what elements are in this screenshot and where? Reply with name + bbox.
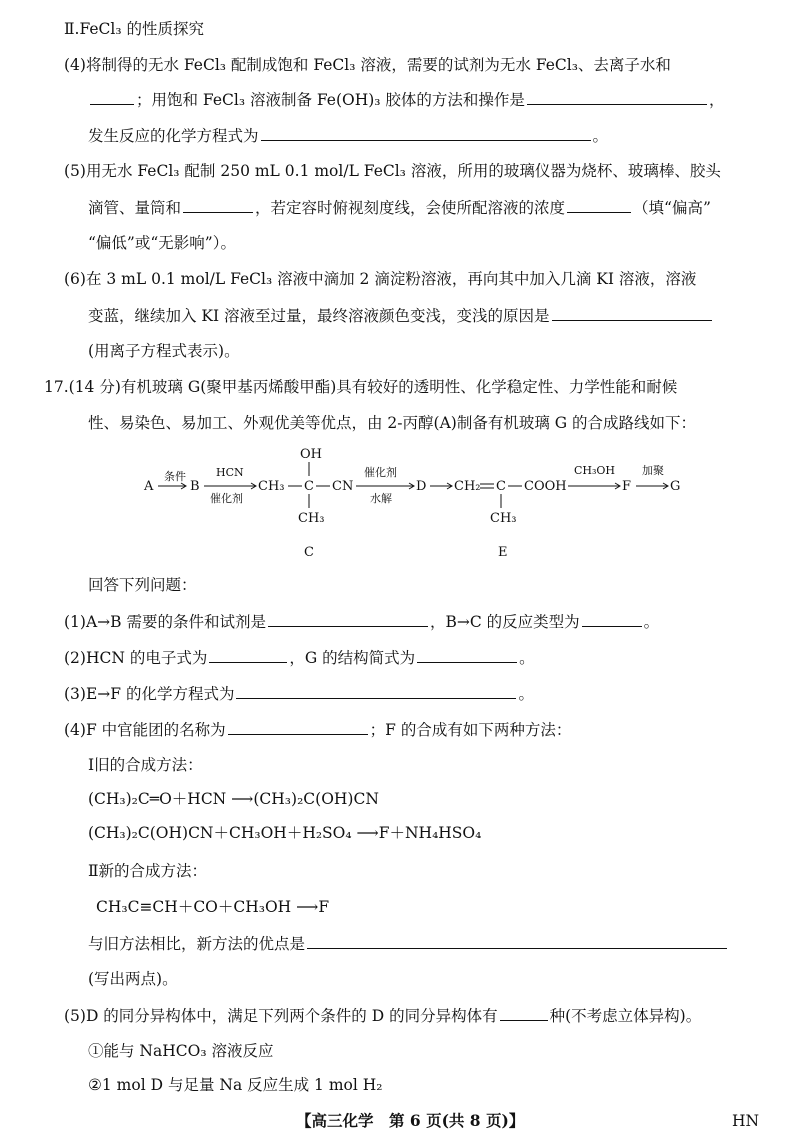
answer-blank[interactable] [307, 932, 727, 949]
equation-2: (CH₃)₂C(OH)CN＋CH₃OH＋H₂SO₄ ⟶F＋NH₄HSO₄ [88, 824, 482, 842]
p2: (2)HCN 的电子式为 ，G 的结构简式为 。 [64, 646, 535, 669]
synthesis-route [140, 440, 700, 565]
c-ch3-bottom: CH₃ [298, 511, 325, 526]
answer-blank[interactable] [209, 646, 287, 663]
q17-line-1: 17.(14 分)有机玻璃 G(聚甲基丙烯酸甲酯)具有较好的透明性、化学稳定性、力学性能和耐候 [44, 378, 678, 396]
q17-line-2: 性、易染色、易加工、外观优美等优点，由 2-丙醇(A)制备有机玻璃 G 的合成路线如下： [88, 414, 697, 432]
answer-blank[interactable] [500, 1004, 548, 1021]
answer-heading: 回答下列问题： [88, 576, 197, 594]
answer-blank[interactable] [261, 124, 591, 141]
catalyst-label: 催化剂 [210, 492, 243, 505]
q4-line-3: 发生反应的化学方程式为 。 [88, 124, 608, 147]
compound-b: B [190, 479, 200, 494]
answer-blank[interactable] [582, 610, 642, 627]
e-ch2: CH₂ [454, 479, 481, 494]
label-c: C [304, 545, 314, 560]
e-ch3: CH₃ [490, 511, 517, 526]
q6-line-3: (用离子方程式表示)。 [88, 342, 240, 360]
hcn-label: HCN [216, 466, 244, 479]
hydrolysis-label: 水解 [370, 492, 392, 505]
q4-line-2: ；用饱和 FeCl₃ 溶液制备 Fe(OH)₃ 胶体的方法和操作是 ， [88, 88, 724, 111]
q6-line-2: 变蓝，继续加入 KI 溶液至过量，最终溶液颜色变浅，变浅的原因是 [88, 304, 714, 327]
condition-2: ②1 mol D 与足量 Na 反应生成 1 mol H₂ [88, 1076, 383, 1094]
answer-blank[interactable] [567, 196, 631, 213]
old-method-heading: Ⅰ旧的合成方法： [88, 756, 203, 774]
compound-d: D [416, 479, 427, 494]
answer-blank[interactable] [552, 304, 712, 321]
c-oh: OH [300, 447, 322, 462]
methanol-label: CH₃OH [574, 464, 616, 477]
p5: (5)D 的同分异构体中，满足下列两个条件的 D 的同分异构体有 种(不考虑立体异构)。 [64, 1004, 701, 1027]
compound-a: A [144, 479, 154, 494]
section-heading: Ⅱ.FeCl₃ 的性质探究 [64, 20, 204, 38]
new-method-heading: Ⅱ新的合成方法： [88, 862, 208, 880]
answer-blank[interactable] [527, 88, 707, 105]
answer-blank[interactable] [417, 646, 517, 663]
c-carbon: C [304, 479, 314, 494]
e-cooh: COOH [524, 479, 567, 494]
p3: (3)E→F 的化学方程式为 。 [64, 682, 534, 705]
c-ch3: CH₃ [258, 479, 285, 494]
e-carbon: C [496, 479, 506, 494]
q4-line-1: (4)将制得的无水 FeCl₃ 配制成饱和 FeCl₃ 溶液，需要的试剂为无水 FeCl₃、去离子水和 [64, 56, 671, 74]
answer-blank[interactable] [183, 196, 253, 213]
answer-blank[interactable] [268, 610, 428, 627]
compound-g: G [670, 479, 681, 494]
q6-line-1: (6)在 3 mL 0.1 mol/L FeCl₃ 溶液中滴加 2 滴淀粉溶液，再向其中加入几滴 KI 溶液，溶液 [64, 270, 697, 288]
two-points: (写出两点)。 [88, 970, 178, 988]
p1: (1)A→B 需要的条件和试剂是 ，B→C 的反应类型为 。 [64, 610, 659, 633]
label-e: E [498, 545, 508, 560]
compare-line: 与旧方法相比，新方法的优点是 [88, 932, 729, 955]
answer-blank[interactable] [228, 718, 368, 735]
equation-3: CH₃C≡CH＋CO＋CH₃OH ⟶F [96, 898, 330, 916]
cond-label: 条件 [164, 470, 186, 483]
answer-blank[interactable] [90, 88, 134, 105]
q5-line-2: 滴管、量筒和 ，若定容时俯视刻度线，会使所配溶液的浓度 （填“偏高” [88, 196, 711, 219]
catalyst-label-2: 催化剂 [364, 466, 397, 479]
p4: (4)F 中官能团的名称为 ；F 的合成有如下两种方法： [64, 718, 571, 741]
q5-line-3: “偏低”或“无影响”）。 [88, 234, 236, 252]
page-footer: 【高三化学 第 6 页(共 8 页)】 [296, 1111, 525, 1130]
equation-1: (CH₃)₂C═O＋HCN ⟶(CH₃)₂C(OH)CN [88, 790, 379, 808]
answer-blank[interactable] [236, 682, 516, 699]
footer-code: HN [732, 1112, 760, 1130]
c-cn: CN [332, 479, 354, 494]
q5-line-1: (5)用无水 FeCl₃ 配制 250 mL 0.1 mol/L FeCl₃ 溶液，所用的玻璃仪器为烧杯、玻璃棒、胶头 [64, 162, 721, 180]
polymerization-label: 加聚 [642, 464, 664, 477]
compound-f: F [622, 479, 632, 494]
condition-1: ①能与 NaHCO₃ 溶液反应 [88, 1042, 274, 1060]
